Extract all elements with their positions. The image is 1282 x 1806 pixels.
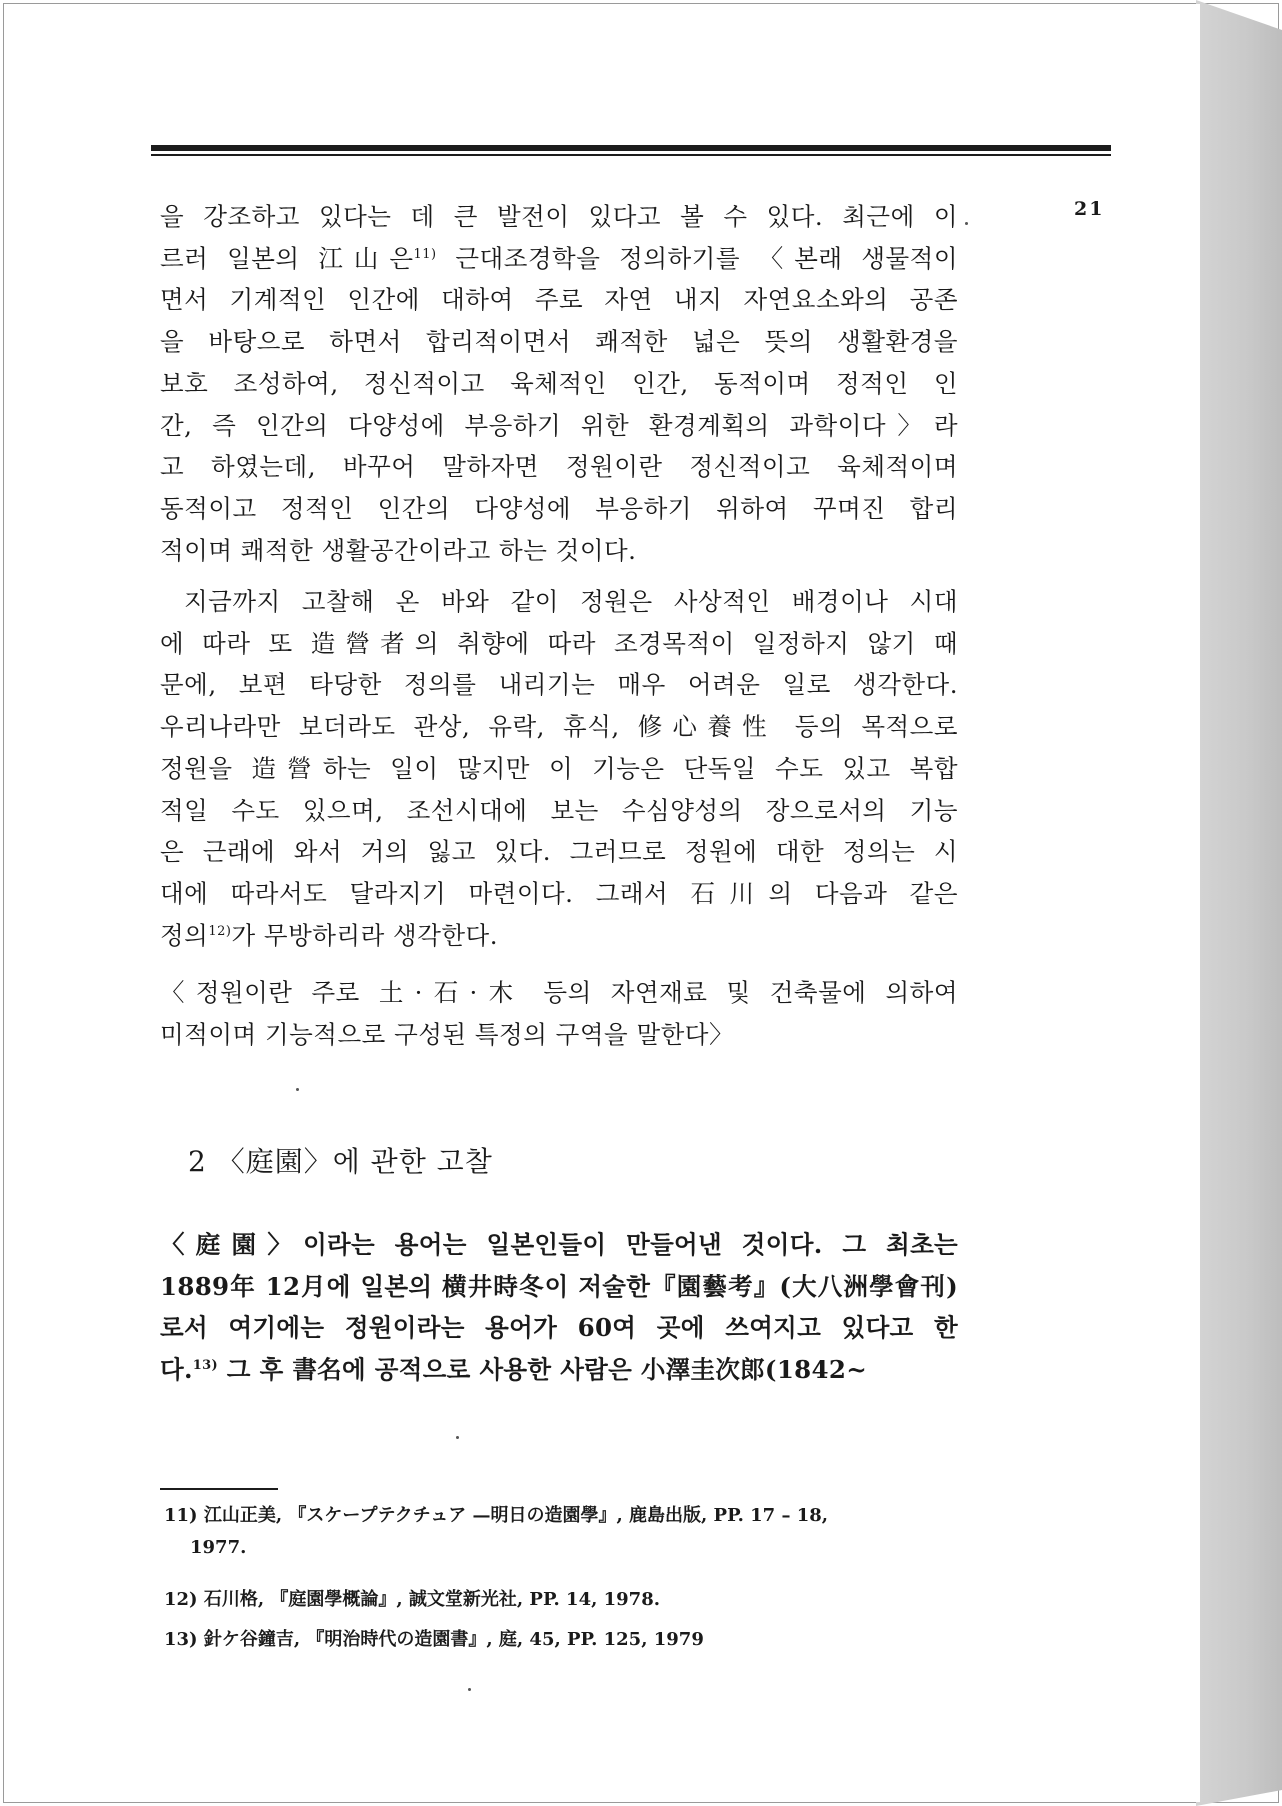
paragraph-term-origin <box>160 1224 958 1391</box>
paragraph-definition <box>160 196 958 571</box>
header-rule-thin <box>151 154 1111 156</box>
text-line: 지금까지 고찰해 온 바와 같이 정원은 사상적인 배경이나 시대 <box>184 587 958 616</box>
footnote-ref: 11) <box>413 246 437 262</box>
text-line: 고 하였는데, 바꾸어 말하자면 정원이란 정신적이고 육체적이며 <box>160 452 958 482</box>
footnote-ref: 13) <box>192 1358 218 1374</box>
text-fragment: 르러 일본의 江山은 <box>160 243 414 273</box>
text-line: 〈정원이란 주로 土·石·木 등의 자연재료 및 건축물에 의하여 <box>160 978 958 1007</box>
text-line: 을 바탕으로 하면서 합리적이면서 쾌적한 넓은 뜻의 생활환경을 <box>160 327 958 357</box>
text-line: 대에 따라서도 달라지기 마련이다. 그래서 石川의 다음과 같은 <box>160 878 958 908</box>
text-line <box>160 1349 958 1391</box>
text-fragment: 그 후 書名에 공적으로 사용한 사람은 小澤圭次郎(1842~ <box>217 1355 868 1385</box>
footnote-rule <box>160 1488 278 1490</box>
scan-speck <box>965 222 968 225</box>
text-line: 1889年 12月에 일본의 横井時冬이 저술한『園藝考』(大八洲學會刊) <box>160 1271 958 1301</box>
scan-speck <box>456 1436 459 1439</box>
text-line: 〈庭園〉이라는 용어는 일본인들이 만들어낸 것이다. 그 최초는 <box>160 1230 958 1259</box>
text-fragment: 다. <box>160 1355 193 1385</box>
text-line: 동적이고 정적인 인간의 다양성에 부응하기 위하여 꾸며진 합리 <box>160 493 958 523</box>
text-fragment: 가 무방하리라 생각한다. <box>231 920 499 950</box>
text-line: 은 근래에 와서 거의 잃고 있다. 그러므로 정원에 대한 정의는 시 <box>160 837 958 867</box>
paragraph-purpose <box>160 581 958 956</box>
section-heading: 2 〈庭園〉에 관한 고찰 <box>188 1145 493 1178</box>
text-line: 우리나라만 보더라도 관상, 유락, 휴식, 修心養性 등의 목적으로 <box>160 712 958 742</box>
text-fragment: 정의 <box>160 920 209 950</box>
header-rule-thick <box>151 145 1111 151</box>
book-edge <box>1196 0 1282 1806</box>
text-line <box>160 238 958 280</box>
text-line: 정원을 造營하는 일이 많지만 이 기능은 단독일 수도 있고 복합 <box>160 753 958 783</box>
footnote-ref: 12) <box>208 923 232 939</box>
footnote-11: 11) 江山正美, 『スケープテクチュア —明日の造園學』, 鹿島出版, PP. 17 – 18, <box>164 1505 829 1526</box>
text-line: 미적이며 기능적으로 구성된 특정의 구역을 말한다〉 <box>160 1019 734 1049</box>
text-line: 적이며 쾌적한 생활공간이라고 하는 것이다. <box>160 535 637 565</box>
footnote-11-continued: 1977. <box>190 1537 247 1558</box>
text-line: 에 따라 또 造營者의 취향에 따라 조경목적이 일정하지 않기 때 <box>160 628 958 658</box>
scan-speck <box>468 1688 471 1691</box>
text-line <box>160 915 958 957</box>
text-line: 로서 여기에는 정원이라는 용어가 60여 곳에 쓰여지고 있다고 한 <box>160 1313 958 1343</box>
text-line: 을 강조하고 있다는 데 큰 발전이 있다고 볼 수 있다. 최근에 이 <box>160 202 958 231</box>
text-fragment: 근대조경학을 정의하기를 〈본래 생물적이 <box>436 243 959 273</box>
page-number: 21 <box>1074 198 1105 220</box>
text-line: 면서 기계적인 인간에 대하여 주로 자연 내지 자연요소와의 공존 <box>160 285 958 315</box>
text-line: 적일 수도 있으며, 조선시대에 보는 수심양성의 장으로서의 기능 <box>160 795 958 825</box>
footnote-12: 12) 石川格, 『庭園學概論』, 誠文堂新光社, PP. 14, 1978. <box>164 1589 661 1610</box>
footnote-13: 13) 針ケ谷鐘吉, 『明治時代の造園書』, 庭, 45, PP. 125, 1979 <box>164 1629 704 1650</box>
scan-speck <box>296 1088 299 1091</box>
paragraph-quote <box>160 972 958 1055</box>
text-line: 간, 즉 인간의 다양성에 부응하기 위한 환경계획의 과학이다〉라 <box>160 410 958 440</box>
text-line: 문에, 보편 타당한 정의를 내리기는 매우 어려운 일로 생각한다. <box>160 670 958 700</box>
text-line: 보호 조성하여, 정신적이고 육체적인 인간, 동적이며 정적인 인 <box>160 368 958 398</box>
